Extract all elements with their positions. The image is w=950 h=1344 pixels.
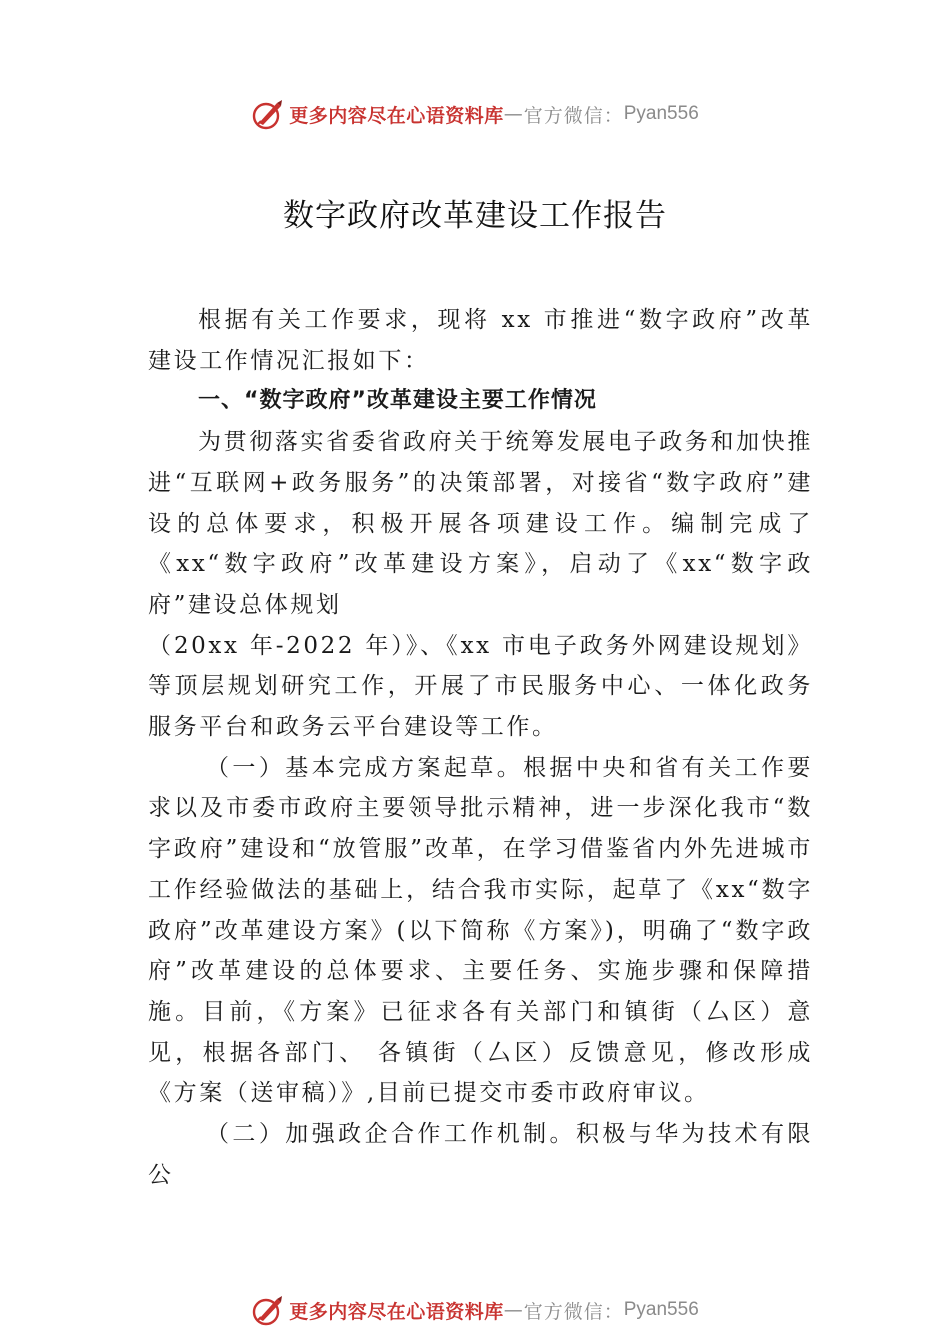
- watermark-library-name: 更多内容尽在心语资料库: [289, 104, 504, 127]
- document-title: 数字政府改革建设工作报告: [283, 198, 667, 234]
- watermark-wechat-label: 官方微信：: [523, 1300, 624, 1323]
- watermark-dash: —: [503, 103, 524, 125]
- watermark-wechat-account: Pyan556: [623, 1299, 699, 1320]
- subsection-paragraph-1: （一）基本完成方案起草。根据中央和省有关工作要求以及市委市政府主要领导批示精神，进一步深化我市“数字政府”建设和“放管服”改革，在学习借鉴省内外先进城市工作经验做法的基础上，结合我市实际，起草了《xx“数字政府”改革建设方案》(以下简称《方案》)，明确了“数字政府”改革建设的总体要求、主要任务、实施步骤和保障措施。目前，《方案》已征求各有关部门和镇街（厶区）意见，根据各部门、 各镇街（厶区）反馈意见，修改形成《方案（送审稿）》,目前已提交市委市政府审议。: [148, 754, 813, 1107]
- intro-paragraph: 根据有关工作要求，现将 xx 市推进“数字政府”改革建设工作情况汇报如下：: [148, 307, 813, 374]
- watermark-banner-bottom: [0, 1290, 950, 1330]
- section-heading: 一、“数字政府”改革建设主要工作情况: [198, 388, 597, 414]
- watermark-library-name: 更多内容尽在心语资料库: [289, 1300, 504, 1323]
- body-paragraph-continued: （20xx 年-2022 年）》、《xx 市电子政务外网建设规划》等顶层规划研究工作，开展了市民服务中心、一体化政务服务平台和政务云平台建设等工作。: [148, 632, 813, 741]
- subsection-paragraph-2: （二）加强政企合作工作机制。积极与华为技术有限公: [148, 1121, 813, 1188]
- document-body: [148, 300, 813, 1195]
- watermark-banner-top: [0, 94, 950, 134]
- watermark-wechat-account: Pyan556: [623, 103, 699, 124]
- body-paragraph: 为贯彻落实省委省政府关于统筹发展电子政务和加快推进“互联网+政务服务”的决策部署，对接省“数字政府”建设的总体要求，积极开展各项建设工作。编制完成了《xx“数字政府”改革建设方案》，启动了《xx“数字政府”建设总体规划: [148, 429, 813, 618]
- watermark-wechat-label: 官方微信：: [523, 104, 624, 127]
- watermark-dash: —: [503, 1299, 524, 1321]
- quill-logo-icon: [251, 1293, 285, 1327]
- quill-logo-icon: [251, 97, 285, 131]
